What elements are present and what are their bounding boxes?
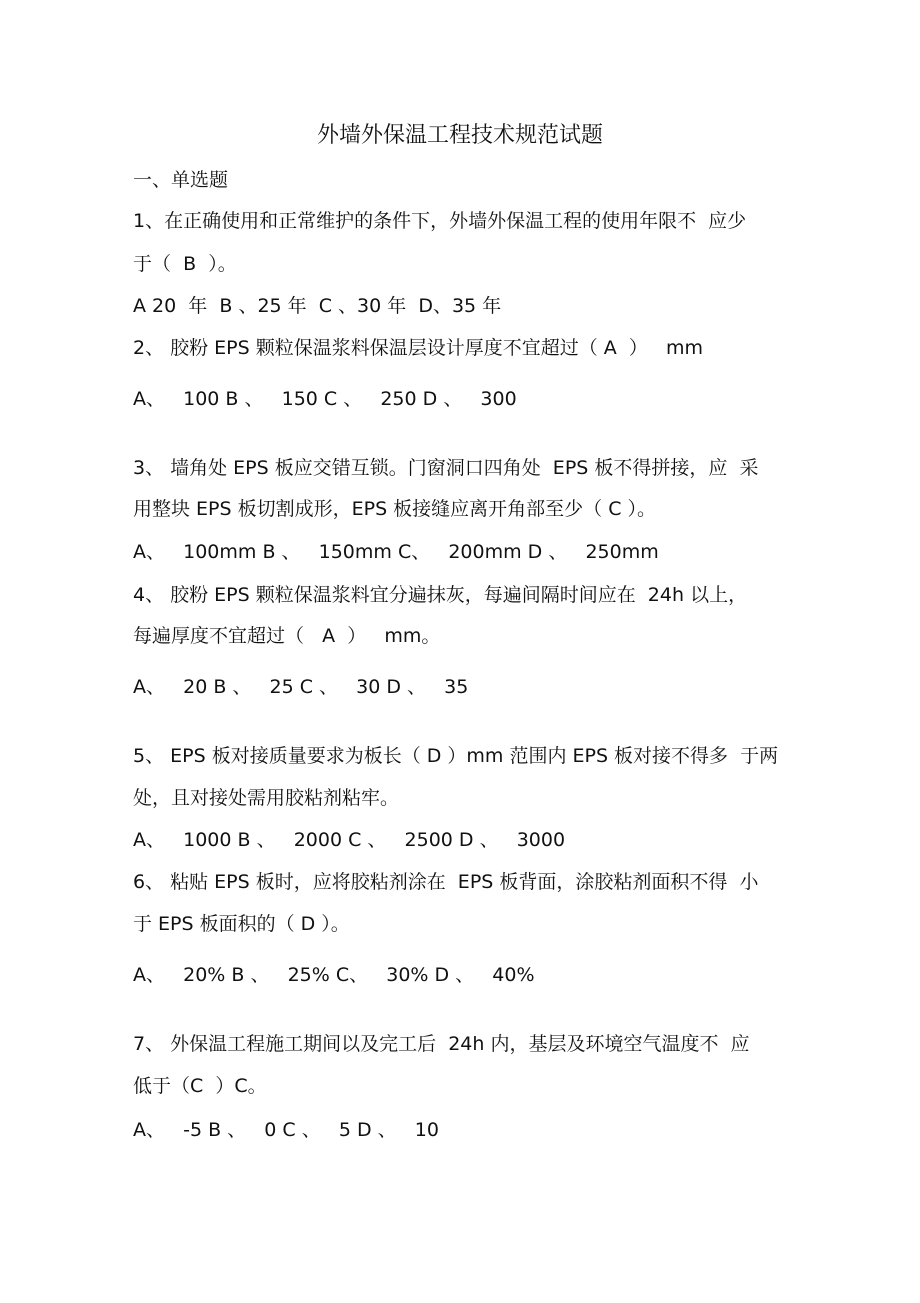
question-4-line-1: 4、 胶粉 EPS 颗粒保温浆料宜分遍抹灰，每遍间隔时间应在 24h 以上， [133,584,748,606]
page-title: 外墙外保温工程技术规范试题 [316,123,603,148]
question-4-options: A、 20 B 、 25 C 、 30 D 、 35 [133,676,469,698]
question-7-line-1: 7、 外保温工程施工期间以及完工后 24h 内，基层及环境空气温度不 应 [133,1033,750,1055]
question-1-line-2: 于（ B ）。 [133,253,237,275]
question-1-options: A 20 年 B 、25 年 C 、30 年 D、35 年 [133,295,502,317]
question-5-line-2: 处，且对接处需用胶粘剂粘牢。 [133,787,400,809]
question-5-options: A、 1000 B 、 2000 C 、 2500 D 、 3000 [133,829,566,851]
question-6-line-1: 6、 粘贴 EPS 板时，应将胶粘剂涂在 EPS 板背面，涂胶粘剂面积不得 小 [133,871,759,893]
question-7-line-2: 低于（C ）C。 [133,1075,267,1097]
question-6-line-2: 于 EPS 板面积的（ D ）。 [133,913,350,935]
question-5-line-1: 5、 EPS 板对接质量要求为板长（ D ）mm 范围内 EPS 板对接不得多 于两 [133,745,779,767]
section-heading: 一、单选题 [133,169,229,191]
question-2-options: A、 100 B 、 150 C 、 250 D 、 300 [133,388,517,410]
question-7-options: A、 -5 B 、 0 C 、 5 D 、 10 [133,1119,439,1141]
question-3-options: A、 100mm B 、 150mm C、 200mm D 、 250mm [133,541,659,563]
question-1-line-1: 1、在正确使用和正常维护的条件下，外墙外保温工程的使用年限不 应少 [133,210,747,232]
question-3-line-1: 3、 墙角处 EPS 板应交错互锁。门窗洞口四角处 EPS 板不得拼接，应 采 [133,457,759,479]
question-2-line-1: 2、 胶粉 EPS 颗粒保温浆料保温层设计厚度不宜超过（ A ） mm [133,337,703,359]
question-4-line-2: 每遍厚度不宜超过（ A ） mm。 [133,625,441,647]
question-3-line-2: 用整块 EPS 板切割成形，EPS 板接缝应离开角部至少（ C ）。 [133,498,657,520]
question-6-options: A、 20% B 、 25% C、 30% D 、 40% [133,964,535,986]
